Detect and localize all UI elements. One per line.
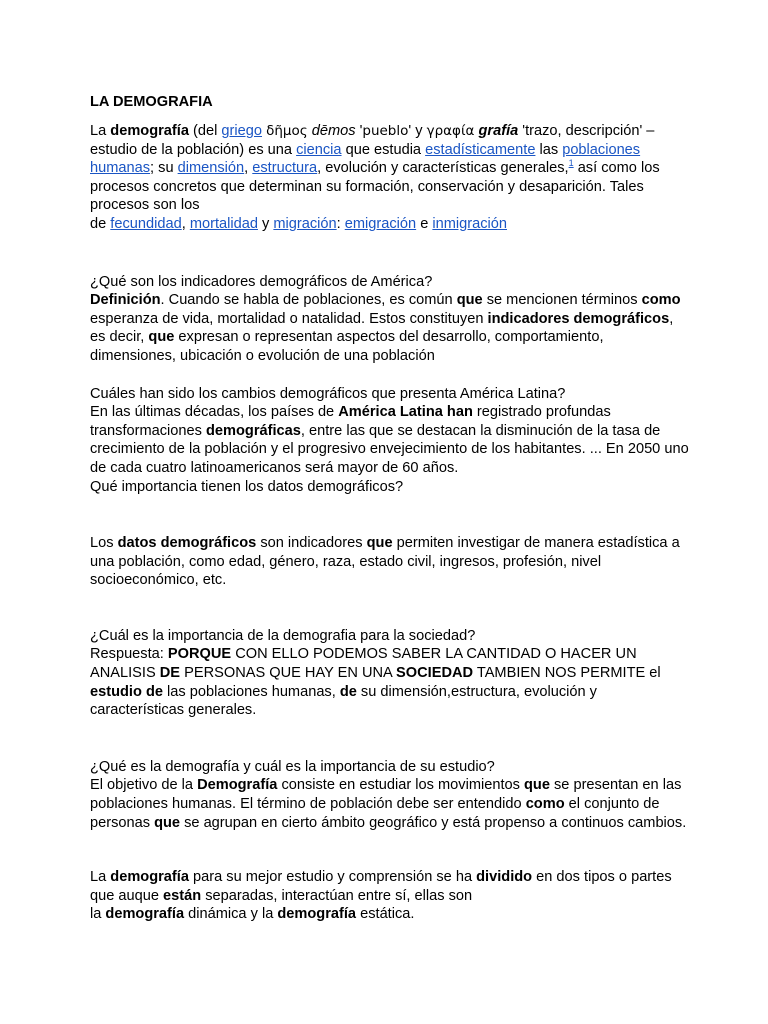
text-run: dinámica y la	[184, 906, 278, 923]
text-run: 'trazo, descripción' – estudio de la población) es una	[90, 123, 655, 158]
link-dimension[interactable]: dimensión	[177, 160, 245, 177]
bold-term: estudio de	[90, 683, 163, 700]
section-indicadores	[90, 273, 690, 366]
bold-term: demografía	[110, 123, 189, 139]
section-body	[90, 645, 690, 719]
text-run: La	[90, 123, 111, 139]
bold-term: DE	[159, 665, 181, 682]
bold-term: dividido	[476, 869, 533, 886]
text-run: la	[90, 906, 106, 923]
question-heading: ¿Qué es la demografía y cuál es la importancia de su estudio?	[90, 758, 495, 775]
bold-term: demografía	[105, 906, 185, 923]
text-run: ' y	[408, 123, 427, 139]
bold-term: que	[148, 329, 175, 346]
section-tipos	[90, 868, 690, 924]
section-cambios	[90, 385, 690, 497]
text-run: son indicadores	[256, 535, 367, 552]
intro-paragraph	[90, 122, 690, 234]
text-run: expresan o representan aspectos del desarrollo, comportamiento, dimensiones, ubicación o evolución de una población	[90, 329, 604, 364]
text-run: se agrupan en cierto ámbito geográfico y está propenso a continuos cambios.	[180, 814, 687, 831]
text-run: de	[90, 215, 111, 232]
link-estructura[interactable]: estructura	[252, 160, 318, 177]
section-body-2	[90, 905, 690, 924]
bold-term: que	[456, 292, 483, 309]
bold-term: Demografía	[197, 777, 278, 794]
section-body	[90, 776, 690, 832]
text-run: . Cuando se habla de poblaciones, es común	[160, 292, 457, 309]
text-run: e	[416, 215, 433, 232]
section-body	[90, 403, 690, 477]
link-emigracion[interactable]: emigración	[344, 215, 417, 232]
text-run: que estudia	[341, 141, 426, 158]
question-heading: Cuáles han sido los cambios demográficos que presenta América Latina?	[90, 385, 566, 402]
text-run: estática.	[356, 906, 415, 923]
text-run: y	[257, 215, 274, 232]
text-run: ,	[244, 160, 253, 177]
greek-word: γραφία	[426, 123, 475, 139]
link-ciencia[interactable]: ciencia	[296, 141, 342, 158]
text-run: La	[90, 869, 111, 886]
text-run: permiten investigar de manera estadística a una población, como edad, género, raza, estado civil, ingresos, profesión, nivel socioeconómico, etc.	[90, 535, 680, 589]
italic-bold-term: grafía	[478, 123, 519, 139]
section-datos	[90, 534, 690, 590]
text-run: para su mejor estudio y comprensión se ha	[188, 869, 477, 886]
bold-term: que	[366, 535, 393, 552]
link-mortalidad[interactable]: mortalidad	[189, 215, 258, 232]
text-run: TAMBIEN NOS PERMITE el	[473, 665, 661, 682]
bold-term: demografía	[277, 906, 357, 923]
bold-term: que	[154, 814, 181, 831]
text-run: (del	[188, 123, 222, 139]
text-run: el conjunto de personas	[90, 796, 660, 831]
bold-term: como	[641, 292, 681, 309]
intro-text	[90, 122, 690, 215]
italic-term: dēmos	[311, 123, 356, 139]
text-run: registrado profundas transformaciones	[90, 404, 611, 439]
text-run: consiste en estudiar los movimientos	[277, 777, 524, 794]
text-run: así como los procesos concretos que determinan su formación, conservación y desaparición. Tales procesos son los	[90, 160, 660, 214]
text-run: se presentan en las poblaciones humanas. El término de población debe ser entendido	[90, 777, 682, 813]
section-body	[90, 291, 690, 365]
bold-term: PORQUE	[167, 646, 232, 663]
text-run: separadas, interactúan entre sí, ellas son	[201, 887, 473, 904]
text-run: se mencionen términos	[482, 292, 642, 309]
section-importancia-sociedad	[90, 627, 690, 720]
text-run: Respuesta:	[90, 646, 168, 663]
question-heading: ¿Qué son los indicadores demográficos de América?	[90, 273, 433, 290]
link-griego[interactable]: griego	[221, 123, 262, 139]
section-body	[90, 534, 690, 590]
text-run: en dos tipos o partes que auque	[90, 869, 672, 904]
text-run: , es decir,	[90, 310, 674, 346]
section-que-es-demografia	[90, 758, 690, 832]
link-inmigracion[interactable]: inmigración	[432, 215, 507, 232]
text-run: las	[535, 141, 563, 158]
text-run: , entre las que se destacan la disminución de la tasa de crecimiento de la población y el progresivo envejecimiento de los habitantes. ... En 2050 uno de cada cuatro latinoamericanos será mayor de 60 años.	[90, 422, 689, 476]
text-run: PERSONAS QUE HAY EN UNA	[180, 665, 397, 682]
intro-text-2	[90, 215, 690, 234]
link-fecundidad[interactable]: fecundidad	[110, 215, 182, 232]
text-run: '	[355, 123, 363, 139]
question-heading: Qué importancia tienen los datos demográficos?	[90, 478, 404, 495]
bold-term: están	[163, 887, 202, 904]
greek-word: δῆμος	[266, 123, 308, 139]
bold-term: indicadores demográficos	[487, 310, 670, 327]
text-run: En las últimas décadas, los países de	[90, 404, 339, 421]
link-estadisticamente[interactable]: estadísticamente	[425, 141, 536, 158]
page-title: LA DEMOGRAFIA	[90, 94, 213, 110]
question-heading: ¿Cuál es la importancia de la demografia para la sociedad?	[90, 627, 476, 644]
text-run: ; su	[150, 160, 178, 177]
link-migracion[interactable]: migración	[273, 215, 337, 232]
document-page	[90, 93, 690, 924]
text-run: las poblaciones humanas,	[162, 683, 340, 700]
bold-term: Definición	[90, 292, 161, 309]
text-run: CON ELLO PODEMOS SABER LA CANTIDAD O HACER UN ANALISIS	[90, 646, 637, 682]
text-run: El objetivo de la	[90, 777, 198, 794]
greek-word: pueblo	[362, 123, 409, 139]
section-body	[90, 868, 690, 905]
text-run: ,	[181, 215, 190, 232]
text-run: su dimensión,estructura, evolución y características generales.	[90, 683, 597, 719]
bold-term: demografía	[110, 869, 189, 886]
text-run: :	[336, 215, 345, 232]
text-run: esperanza de vida, mortalidad o natalidad. Estos constituyen	[90, 310, 488, 327]
bold-term: datos demográficos	[117, 535, 257, 552]
bold-term: América Latina han	[338, 404, 473, 421]
text-run: Los	[90, 535, 118, 552]
bold-term: como	[525, 796, 565, 813]
bold-term: SOCIEDAD	[396, 665, 474, 682]
bold-term: de	[339, 683, 357, 700]
text-run: , evolución y características generales,	[317, 160, 569, 177]
link-poblaciones-humanas[interactable]: poblaciones humanas	[90, 141, 641, 177]
footnote-link[interactable]: 1	[568, 158, 574, 169]
bold-term: que	[523, 777, 550, 794]
bold-term: demográficas	[206, 422, 301, 439]
